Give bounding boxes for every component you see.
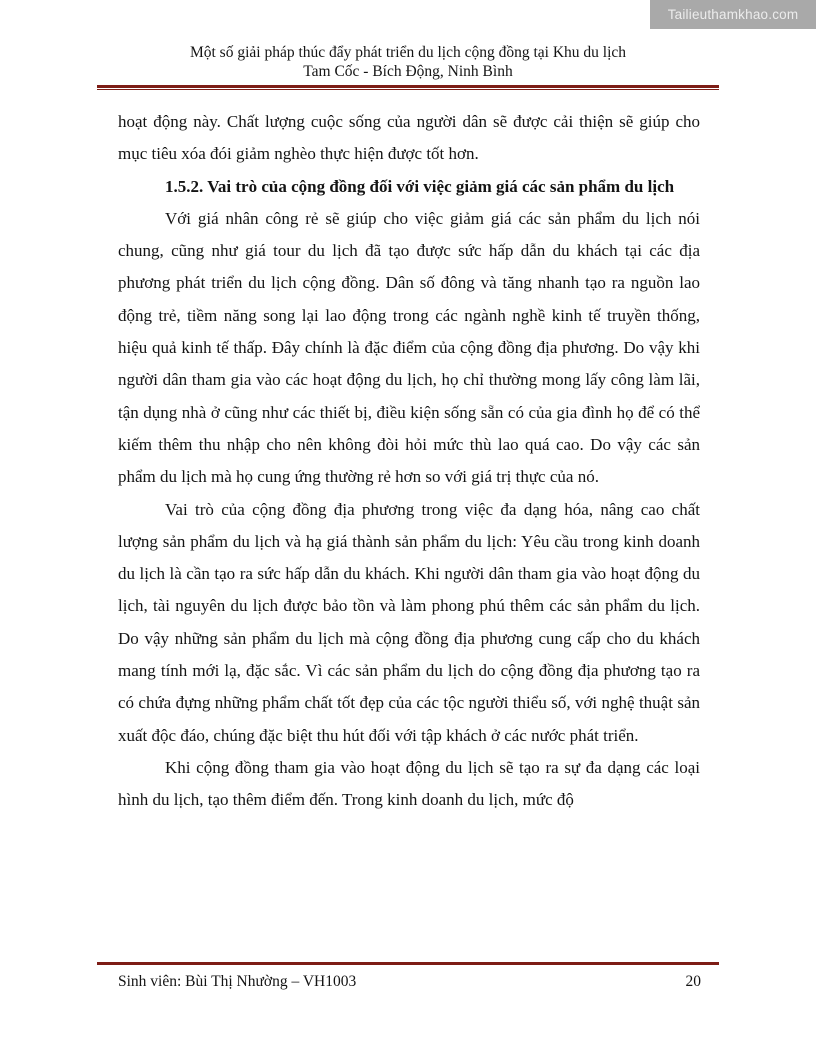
section-heading-1-5-2: 1.5.2. Vai trò của cộng đồng đối với việc giảm giá các sản phẩm du lịch (165, 176, 675, 196)
header-rule-thin (97, 89, 719, 90)
page-footer (97, 962, 719, 991)
watermark-badge (650, 0, 816, 29)
header-rule (97, 85, 719, 90)
document-body (118, 106, 700, 817)
paragraph: Khi cộng đồng tham gia vào hoạt động du lịch sẽ tạo ra sự đa dạng các loại hình du lịch, tạo thêm điểm đến. Trong kinh doanh du lịch, mức độ (118, 757, 700, 810)
header-title-line1: Một số giải pháp thúc đẩy phát triển du lịch cộng đồng tại Khu du lịch (189, 44, 627, 61)
paragraph-continuation: hoạt động này. Chất lượng cuộc sống của người dân sẽ được cải thiện sẽ giúp cho mục tiêu xóa đói giảm nghèo thực hiện được tốt hơn. (118, 112, 700, 164)
footer-author: Sinh viên: Bùi Thị Nhường – VH1003 (118, 972, 357, 990)
header-rule-thick (97, 85, 719, 88)
watermark-text: Tailieuthamkhao.com (667, 7, 799, 22)
footer-row (97, 965, 719, 991)
page-header (97, 44, 719, 90)
paragraph: Vai trò của cộng đồng địa phương trong việc đa dạng hóa, nâng cao chất lượng sản phẩm du lịch và hạ giá thành sản phẩm du lịch: Yêu cầu trong kinh doanh du lịch là cần tạo ra sức hấp dẫn du khách. Khi người dân tham gia vào hoạt động du lịch, tài nguyên du lịch được bảo tồn và làm phong phú thêm các sản phẩm du lịch. Do vậy những sản phẩm du lịch mà cộng đồng địa phương cung cấp cho du khách mang tính mới lạ, đặc sắc. Vì các sản phẩm du lịch do cộng đồng địa phương tạo ra có chứa đựng những phẩm chất tốt đẹp của các tộc người thiểu số, với nghệ thuật sản xuất độc đáo, chúng đặc biệt thu hút đối với tập khách ở các nước phát triển. (118, 499, 700, 745)
paragraph: Với giá nhân công rẻ sẽ giúp cho việc giảm giá các sản phẩm du lịch nói chung, cũng như giá tour du lịch đã tạo được sức hấp dẫn du khách tại các địa phương phát triển du lịch cộng đồng. Dân số đông và tăng nhanh tạo ra nguồn lao động trẻ, tiềm năng song lại lao động trong các ngành nghề kinh tế truyền thống, hiệu quả kinh tế thấp. Đây chính là đặc điểm của cộng đồng địa phương. Do vậy khi người dân tham gia vào các hoạt động du lịch, họ chỉ thường mong lấy công làm lãi, tận dụng nhà ở cũng như các thiết bị, điều kiện sống sẵn có của gia đình họ để có thể kiếm thêm thu nhập cho nên không đòi hỏi mức thù lao quá cao. Do vậy các sản phẩm du lịch mà họ cung ứng thường rẻ hơn so với giá trị thực của nó. (118, 208, 700, 487)
header-title-line2: Tam Cốc - Bích Động, Ninh Bình (303, 62, 513, 80)
page-number: 20 (685, 972, 701, 990)
